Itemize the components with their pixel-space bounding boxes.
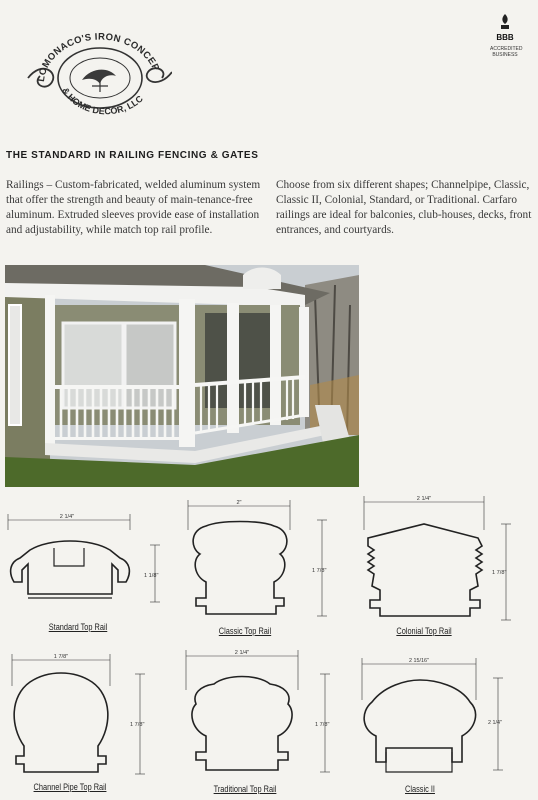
traditional-top-rail-caption: Traditional Top Rail <box>213 784 277 794</box>
intro-right-paragraph: Choose from six different shapes; Channelpipe, Classic, Classic II, Colonial, Standard, or Traditional. Carfaro railings are ideal for balconies, club-houses, decks, front entrances, and courtyards. <box>276 179 532 236</box>
bbb-label: BBB <box>496 33 514 42</box>
intro-left-paragraph: Railings – Custom-fabricated, welded aluminum system that offer the strength and beauty of main-tenance-free aluminum. Extruded sleeves provide ease of installation and adjustability, while match top rail profile. <box>6 179 261 236</box>
channel-pipe-top-rail-caption: Channel Pipe Top Rail <box>33 782 107 792</box>
colonial-top-rail-caption: Colonial Top Rail <box>396 626 452 636</box>
page-heading: THE STANDARD IN RAILING FENCING & GATES <box>6 150 259 161</box>
channel-pipe-top-rail-drawing <box>12 654 145 774</box>
standard-width-label: 2 1/4" <box>59 514 75 520</box>
classic-width-label: 2" <box>236 500 242 506</box>
logo-top-text: LOMONACO'S IRON CONCEP <box>35 31 162 83</box>
profile-drawings <box>0 490 538 800</box>
standard-height-label: 1 1/8" <box>144 573 159 579</box>
traditional-width-label: 2 1/4" <box>234 650 250 656</box>
classic-ii-drawing <box>362 658 503 772</box>
colonial-height-label: 1 7/8" <box>492 570 507 576</box>
company-logo <box>22 20 172 130</box>
bbb-caption-line2: BUSINESS <box>492 51 518 58</box>
classic-ii-height-label: 2 1/4" <box>488 720 502 726</box>
classic-ii-caption: Classic II <box>405 784 435 794</box>
colonial-top-rail-drawing <box>364 496 511 620</box>
classic-ii-width-label: 2 15/16" <box>409 658 429 664</box>
bbb-caption-line1: ACCREDITED <box>490 46 523 52</box>
channel-pipe-height-label: 1 7/8" <box>130 722 145 728</box>
bbb-torch-icon <box>490 12 520 42</box>
porch-railing-photo <box>5 265 359 487</box>
bbb-badge <box>490 12 523 58</box>
traditional-height-label: 1 7/8" <box>315 722 330 728</box>
classic-top-rail-drawing <box>188 500 327 616</box>
classic-height-label: 1 7/8" <box>312 568 327 574</box>
traditional-top-rail-drawing <box>186 650 330 772</box>
colonial-width-label: 2 1/4" <box>416 496 432 502</box>
standard-top-rail-drawing <box>8 514 160 602</box>
classic-top-rail-caption: Classic Top Rail <box>218 626 272 636</box>
logo-bottom-text: & HOME DECOR, LLC <box>60 85 145 117</box>
svg-text:& HOME DECOR, LLC <box>60 86 145 117</box>
standard-top-rail-caption: Standard Top Rail <box>48 622 108 632</box>
channel-pipe-width-label: 1 7/8" <box>53 654 69 660</box>
